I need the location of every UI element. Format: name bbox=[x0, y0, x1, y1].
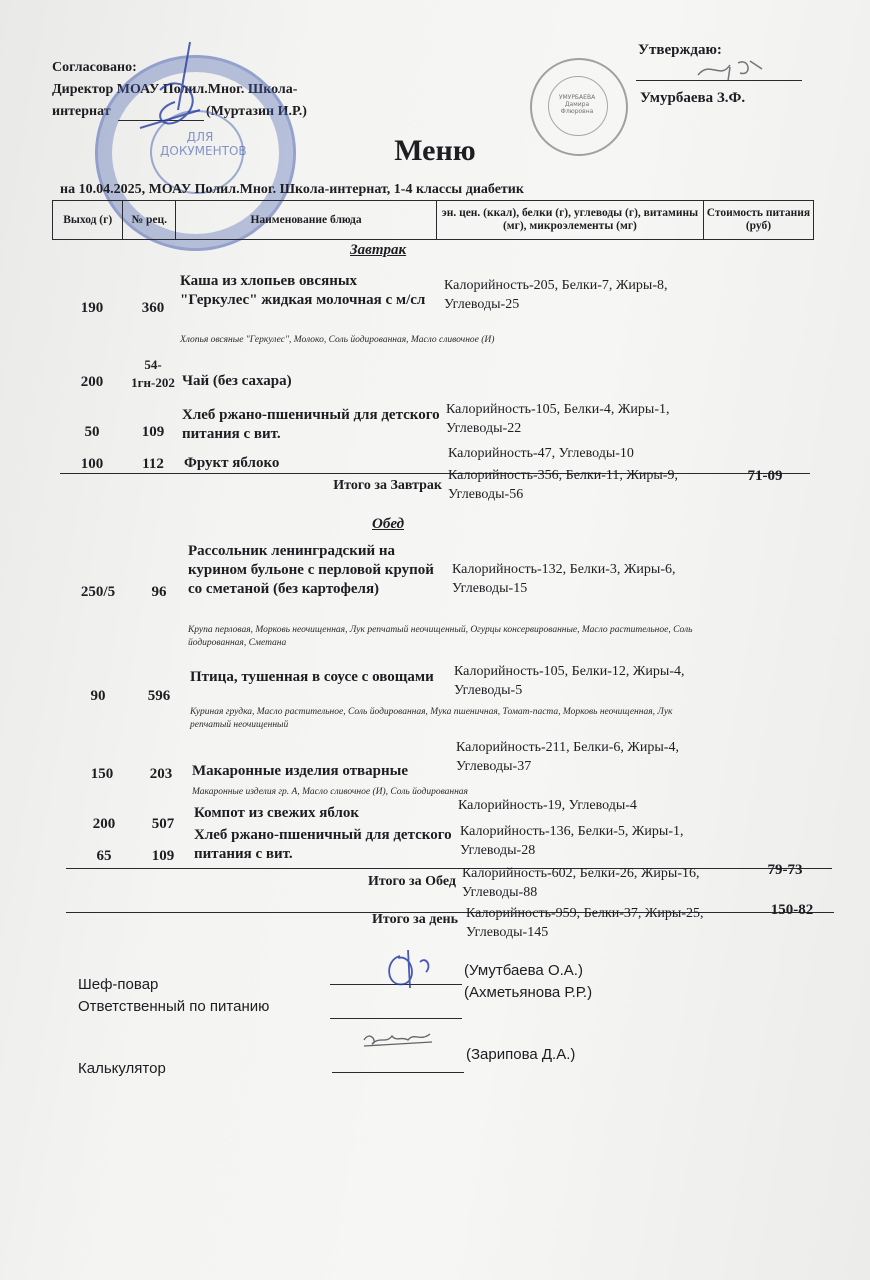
col-nutrition-header: эн. цен. (ккал), белки (г), углеводы (г), витамины (мг), микроэлементы (мг) bbox=[437, 201, 704, 239]
chef-signature bbox=[380, 948, 440, 992]
lunch-row3-output: 150 bbox=[90, 766, 114, 782]
breakfast-row1-recipe: 360 bbox=[141, 300, 165, 316]
page-subtitle: на 10.04.2025, МОАУ Полил.Мног. Школа-интернат, 1-4 классы диабетик bbox=[60, 182, 524, 197]
breakfast-row4-output: 100 bbox=[80, 456, 104, 472]
lunch-row2-nutrition: Калорийность-105, Белки-12, Жиры-4, Углеводы-5 bbox=[454, 664, 685, 698]
breakfast-row4-nutrition: Калорийность-47, Углеводы-10 bbox=[448, 446, 634, 461]
lunch-title: Обед bbox=[372, 516, 405, 532]
lunch-row2-output: 90 bbox=[90, 688, 106, 704]
breakfast-total-cost: 71-09 bbox=[747, 468, 783, 484]
director-signature bbox=[120, 40, 220, 135]
col-recipe-header: № рец. bbox=[123, 201, 176, 239]
chef-role: Шеф-повар bbox=[78, 976, 159, 993]
breakfast-row4-name: Фрукт яблоко bbox=[184, 455, 280, 471]
approve-right-name: Умурбаева З.Ф. bbox=[640, 90, 746, 106]
lunch-row3-name: Макаронные изделия отварные bbox=[192, 763, 409, 779]
approve-right-label: Утверждаю: bbox=[638, 42, 722, 58]
lunch-row1-recipe: 96 bbox=[151, 584, 167, 600]
lunch-row5-nutrition: Калорийность-136, Белки-5, Жиры-1, Углеводы-28 bbox=[460, 824, 684, 858]
lunch-row5-name: Хлеб ржано-пшеничный для детского питания с вит. bbox=[194, 827, 452, 862]
lunch-row4-recipe: 507 bbox=[151, 816, 175, 832]
calculator-signature-line bbox=[332, 1072, 464, 1073]
approved-left-line1: Директор МОАУ Полил.Мног. Школа- bbox=[52, 82, 298, 97]
lunch-row3-nutrition: Калорийность-211, Белки-6, Жиры-4, Углеводы-37 bbox=[456, 740, 679, 774]
nutrition-resp-signature-line bbox=[330, 1018, 462, 1019]
breakfast-title: Завтрак bbox=[350, 242, 407, 258]
grey-stamp-text: УМУРБАЕВА Дамира Флюровна bbox=[558, 94, 596, 115]
lunch-row5-recipe: 109 bbox=[151, 848, 175, 864]
approver-signature bbox=[690, 55, 770, 85]
lunch-row3-ingredients: Макаронные изделия гр. А, Масло сливочное (И), Соль йодированная bbox=[192, 787, 468, 797]
breakfast-row1-ingredients: Хлопья овсяные "Геркулес", Молоко, Соль йодированная, Масло сливочное (И) bbox=[180, 335, 495, 345]
chef-name: (Умутбаева О.А.) bbox=[464, 962, 583, 979]
col-output-header: Выход (г) bbox=[53, 201, 123, 239]
breakfast-row3-nutrition: Калорийность-105, Белки-4, Жиры-1, Углеводы-22 bbox=[446, 402, 670, 436]
lunch-row1-ingredients: Крупа перловая, Морковь неочищенная, Лук репчатый неочищенный, Огурцы консервированные, Масло растительное, Соль йодированная, Сметана bbox=[188, 625, 693, 648]
lunch-row1-output: 250/5 bbox=[80, 584, 116, 600]
breakfast-row1-nutrition: Калорийность-205, Белки-7, Жиры-8, Углеводы-25 bbox=[444, 278, 668, 312]
lunch-total-label: Итого за Обед bbox=[367, 874, 456, 889]
blue-stamp-text: ДЛЯ ДОКУМЕНТОВ bbox=[160, 130, 247, 158]
lunch-row2-recipe: 596 bbox=[147, 688, 171, 704]
nutrition-resp-name: (Ахметьянова Р.Р.) bbox=[464, 984, 593, 1001]
breakfast-row3-recipe: 109 bbox=[141, 424, 165, 440]
breakfast-row2-output: 200 bbox=[80, 374, 104, 390]
lunch-total-cost: 79-73 bbox=[767, 862, 803, 878]
breakfast-row3-name: Хлеб ржано-пшеничный для детского питания с вит. bbox=[182, 407, 440, 442]
approved-left-line2: интернат bbox=[52, 104, 111, 119]
lunch-row1-nutrition: Калорийность-132, Белки-3, Жиры-6, Углеводы-15 bbox=[452, 562, 676, 596]
page-title: Меню bbox=[394, 134, 476, 167]
day-total-cost: 150-82 bbox=[770, 902, 814, 918]
calculator-signature bbox=[360, 1026, 440, 1050]
day-total-nutrition: Калорийность-959, Белки-37, Жиры-25, Углеводы-145 bbox=[466, 906, 704, 940]
nutrition-resp-role: Ответственный по питанию bbox=[78, 998, 270, 1015]
lunch-row3-recipe: 203 bbox=[149, 766, 173, 782]
lunch-row1-name: Рассольник ленинградский на курином бульоне с перловой крупой со сметаной (без картофеля) bbox=[188, 543, 434, 597]
breakfast-total-label: Итого за Завтрак bbox=[333, 478, 442, 493]
col-cost-header: Стоимость питания (руб) bbox=[706, 207, 811, 232]
approved-left-name: (Муртазин И.Р.) bbox=[206, 104, 307, 119]
lunch-row4-output: 200 bbox=[92, 816, 116, 832]
breakfast-total-nutrition: Калорийность-356, Белки-11, Жиры-9, Углеводы-56 bbox=[448, 468, 678, 502]
col-name-header: Наименование блюда bbox=[176, 201, 437, 239]
breakfast-row2-name: Чай (без сахара) bbox=[182, 373, 292, 389]
lunch-row2-name: Птица, тушенная в соусе с овощами bbox=[190, 669, 434, 685]
lunch-row2-ingredients: Куриная грудка, Масло растительное, Соль йодированная, Мука пшеничная, Томат-паста, Морковь неочищенная, Лук репчатый неочищенный bbox=[190, 707, 673, 730]
calculator-role: Калькулятор bbox=[78, 1060, 166, 1077]
lunch-row4-nutrition: Калорийность-19, Углеводы-4 bbox=[458, 798, 637, 813]
table-header bbox=[52, 200, 814, 240]
lunch-total-nutrition: Калорийность-602, Белки-26, Жиры-16, Углеводы-88 bbox=[462, 866, 700, 900]
breakfast-row4-recipe: 112 bbox=[142, 456, 164, 472]
breakfast-row1-output: 190 bbox=[80, 300, 104, 316]
approved-left-label: Согласовано: bbox=[52, 60, 137, 75]
calculator-name: (Зарипова Д.А.) bbox=[466, 1046, 576, 1063]
breakfast-row3-output: 50 bbox=[84, 424, 100, 440]
breakfast-row2-recipe: 54-1гн-202 bbox=[131, 357, 175, 390]
breakfast-row1-name: Каша из хлопьев овсяных "Геркулес" жидкая молочная с м/сл bbox=[180, 273, 426, 308]
day-total-label: Итого за день bbox=[372, 912, 458, 927]
lunch-row5-output: 65 bbox=[96, 848, 112, 864]
lunch-row4-name: Компот из свежих яблок bbox=[194, 805, 360, 821]
